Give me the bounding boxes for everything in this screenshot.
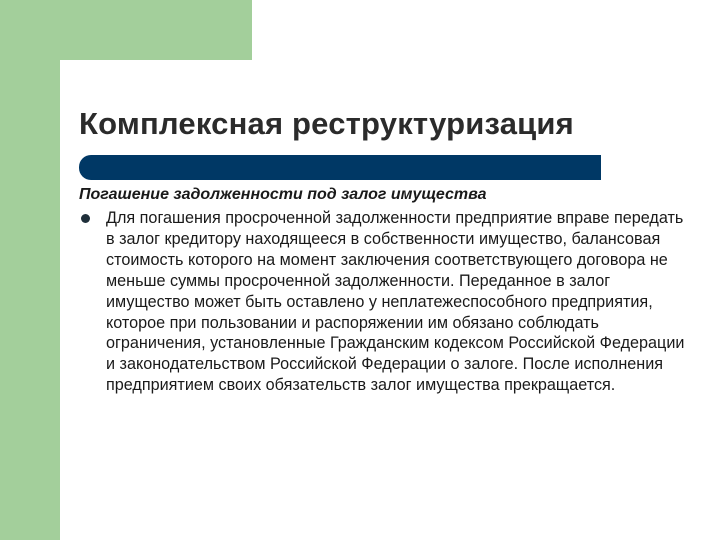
slide-title: Комплексная реструктуризация (79, 106, 574, 141)
bullet-item (79, 208, 699, 396)
title-underline-bar (79, 155, 601, 180)
section-subtitle: Погашение задолженности под залог имущества (79, 186, 487, 203)
bullet-text: Для погашения просроченной задолженности предприятие вправе передать в залог кредитору находящееся в собственности имущество, балансовая стоимость которого на момент заключения соответствующего договора не меньше суммы просроченной задолженности. Переданное в залог имущество может быть оставлено у неплатежеспособного предприятия, которое при пользовании и распоряжении им обязано соблюдать ограничения, установленные Гражданским кодексом Российской Федерации и законодательством Российской Федерации о залоге. После исполнения предприятием своих обязательств залог имущества прекращается. (106, 209, 685, 395)
decorative-green-band-top (0, 0, 252, 60)
decorative-green-band-left (0, 0, 60, 540)
bullet-dot-icon (81, 214, 90, 223)
